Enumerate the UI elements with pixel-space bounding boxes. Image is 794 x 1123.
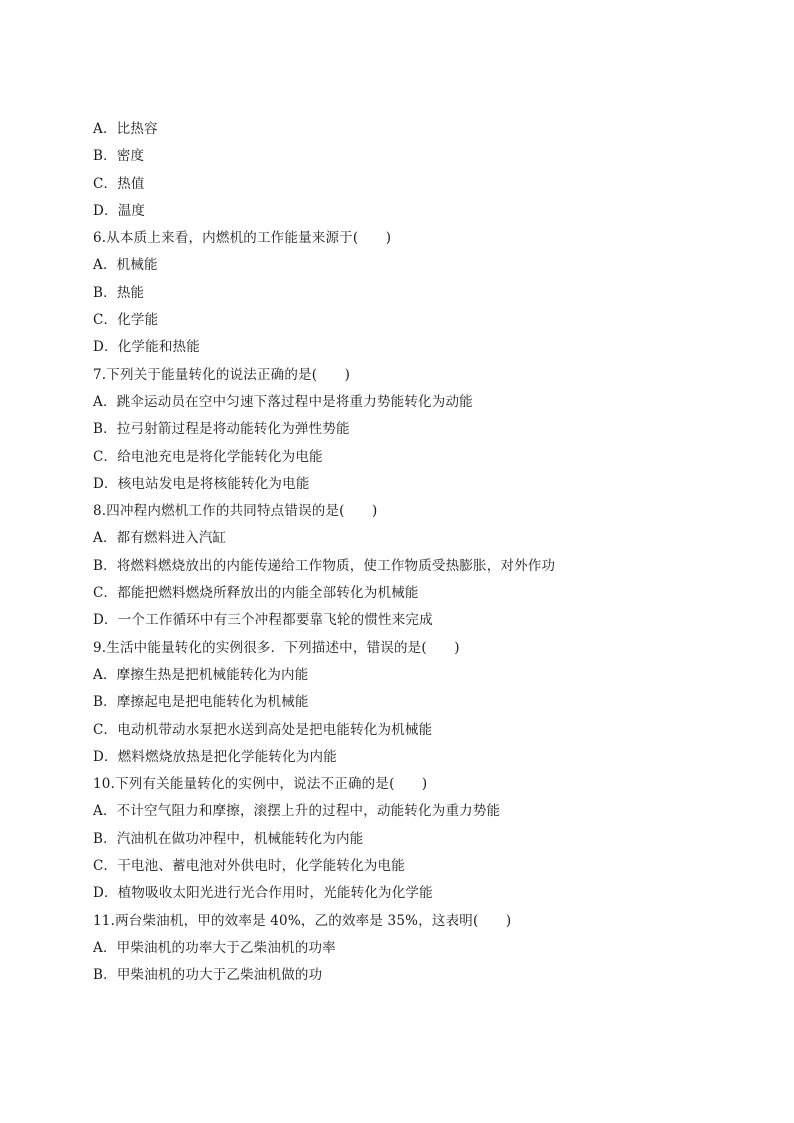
question-7: 7.下列关于能量转化的说法正确的是( ) (93, 366, 351, 383)
option-10-a: A．不计空气阻力和摩擦，滚摆上升的过程中，动能转化为重力势能 (93, 803, 501, 820)
option-9-b: B．摩擦起电是把电能转化为机械能 (93, 694, 309, 711)
question-9: 9.生活中能量转化的实例很多．下列描述中，错误的是( ) (93, 639, 460, 656)
option-9-c: C．电动机带动水泵把水送到高处是把电能转化为机械能 (93, 721, 433, 738)
option-9-a: A．摩擦生热是把机械能转化为内能 (93, 666, 309, 683)
option-8-d: D．一个工作循环中有三个冲程都要靠飞轮的惯性来完成 (93, 612, 433, 629)
option-5-c: C．热值 (93, 175, 145, 192)
option-6-a: A．机械能 (93, 257, 158, 274)
option-5-b: B．密度 (93, 148, 145, 165)
option-7-d: D．核电站发电是将核能转化为电能 (93, 475, 310, 492)
option-5-d: D．温度 (93, 202, 146, 219)
option-6-c: C．化学能 (93, 312, 159, 329)
option-7-b: B．拉弓射箭过程是将动能转化为弹性势能 (93, 421, 350, 438)
option-6-b: B．热能 (93, 284, 145, 301)
option-8-a: A．都有燃料进入汽缸 (93, 530, 227, 547)
option-6-d: D．化学能和热能 (93, 339, 200, 356)
option-8-c: C．都能把燃料燃烧所释放出的内能全部转化为机械能 (93, 585, 419, 602)
option-9-d: D．燃料燃烧放热是把化学能转化为内能 (93, 748, 337, 765)
option-10-b: B．汽油机在做功冲程中，机械能转化为内能 (93, 830, 364, 847)
question-10: 10.下列有关能量转化的实例中，说法不正确的是( ) (93, 776, 428, 793)
question-8: 8.四冲程内燃机工作的共同特点错误的是( ) (93, 503, 378, 520)
option-7-c: C．给电池充电是将化学能转化为电能 (93, 448, 323, 465)
option-11-a: A．甲柴油机的功率大于乙柴油机的功率 (93, 939, 336, 956)
option-7-a: A．跳伞运动员在空中匀速下落过程中是将重力势能转化为动能 (93, 393, 473, 410)
question-list (93, 116, 733, 990)
option-11-b: B．甲柴油机的功大于乙柴油机做的功 (93, 967, 323, 984)
question-6: 6.从本质上来看，内燃机的工作能量来源于( ) (93, 230, 392, 247)
option-10-d: D．植物吸收太阳光进行光合作用时，光能转化为化学能 (93, 885, 433, 902)
option-5-a: A．比热容 (93, 121, 158, 137)
option-8-b: B．将燃料燃烧放出的内能传递给工作物质，使工作物质受热膨胀，对外作功 (93, 557, 556, 574)
option-10-c: C．干电池、蓄电池对外供电时，化学能转化为电能 (93, 858, 405, 875)
question-11: 11.两台柴油机，甲的效率是 40%，乙的效率是 35%，这表明( ) (93, 912, 512, 929)
